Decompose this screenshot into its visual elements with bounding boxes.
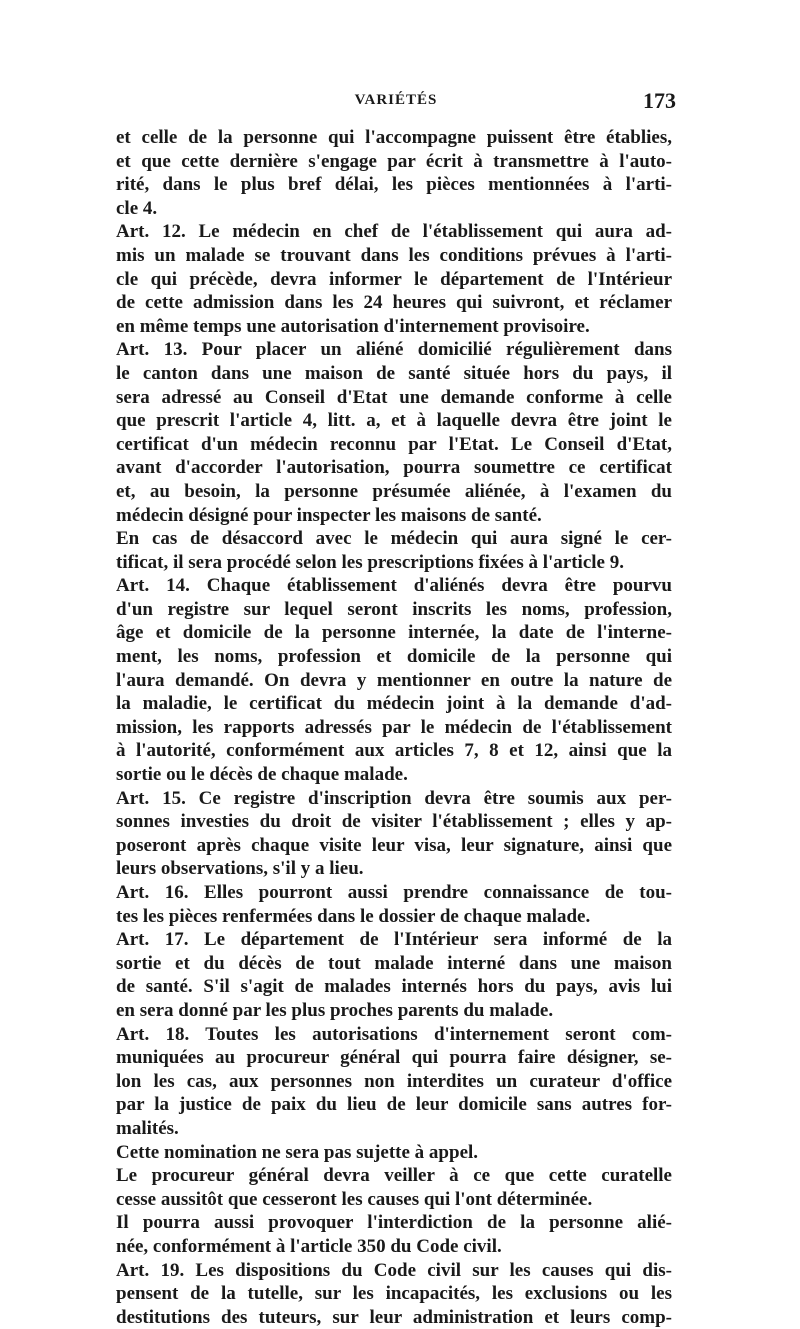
text-line: rité, dans le plus bref délai, les pièces mentionnées à l'arti- [116,174,672,196]
text-line: à l'autorité, conformément aux articles 7, 8 et 12, ainsi que la [116,740,672,762]
text-line: Le procureur général devra veiller à ce que cette curatelle [116,1165,672,1187]
text-line: Art. 14. Chaque établissement d'aliénés devra être pourvu [116,575,672,597]
text-line: sortie ou le décès de chaque malade. [116,764,408,786]
text-line: lon les cas, aux personnes non interdites un curateur d'office [116,1070,672,1092]
page-number: 173 [643,88,676,113]
text-line: leurs observations, s'il y a lieu. [116,858,364,880]
text-line: Il pourra aussi provoquer l'interdiction de la personne alié- [116,1212,672,1234]
text-line: en sera donné par les plus proches parents du malade. [116,999,554,1021]
text-line: Art. 17. Le département de l'Intérieur sera informé de la [116,929,672,951]
text-line: et, au besoin, la personne présumée aliénée, à l'examen du [116,480,672,502]
text-line: sonnes investies du droit de visiter l'établissement ; elles y ap- [116,811,672,833]
text-line: Art. 16. Elles pourront aussi prendre connaissance de tou- [116,882,672,903]
text-line: et que cette dernière s'engage par écrit à transmettre à l'auto- [116,150,672,172]
text-line: le canton dans une maison de santé située hors du pays, il [116,362,672,384]
text-line: Cette nomination ne sera pas sujette à appel. [116,1141,479,1163]
text-line: mis un malade se trouvant dans les conditions prévues à l'arti- [116,244,672,266]
text-line: et celle de la personne qui l'accompagne puissent être établies, [116,127,672,148]
text-line: cesse aussitôt que cesseront les causes qui l'ont déterminée. [116,1188,593,1210]
text-line: malités. [116,1117,179,1139]
text-line: certificat d'un médecin reconnu par l'Etat. Le Conseil d'Etat, [116,433,672,455]
text-line: mission, les rapports adressés par le médecin de l'établissement [116,716,672,738]
text-line: de santé. S'il s'agit de malades internés hors du pays, avis lui [116,976,672,998]
text-line: En cas de désaccord avec le médecin qui aura signé le cer- [116,528,672,550]
text-line: sera adressé au Conseil d'Etat une demande conforme à celle [116,386,672,408]
running-head [116,88,676,118]
running-title: VARIÉTÉS [354,92,438,108]
text-line: Art. 18. Toutes les autorisations d'internement seront com- [116,1023,672,1045]
text-line: tes les pièces renfermées dans le dossier de chaque malade. [116,905,591,927]
text-line: poseront après chaque visite leur visa, leur signature, ainsi que [116,834,672,856]
text-line: Art. 19. Les dispositions du Code civil sur les causes qui dis- [116,1259,672,1281]
body-text [116,126,672,1329]
text-line: Art. 15. Ce registre d'inscription devra être soumis aux per- [116,787,672,809]
text-line: la maladie, le certificat du médecin joint à la demande d'ad- [116,693,672,715]
text-line: d'un registre sur lequel seront inscrits les noms, profession, [116,598,672,620]
text-line: cle qui précède, devra informer le département de l'Intérieur [116,268,672,290]
text-line: muniquées au procureur général qui pourra faire désigner, se- [116,1047,672,1069]
text-line: destitutions des tuteurs, sur leur administration et leurs comp- [116,1306,672,1328]
text-line: née, conformément à l'article 350 du Code civil. [116,1235,502,1257]
text-line: médecin désigné pour inspecter les maisons de santé. [116,504,542,526]
text-line: de cette admission dans les 24 heures qui suivront, et réclamer [116,292,672,314]
text-line: que prescrit l'article 4, litt. a, et à laquelle devra être joint le [116,410,672,432]
text-line: Art. 12. Le médecin en chef de l'établissement qui aura ad- [116,221,672,243]
text-line: pensent de la tutelle, sur les incapacités, les exclusions ou les [116,1283,672,1305]
text-line: cle 4. [116,197,158,219]
text-line: sortie et du décès de tout malade interné dans une maison [116,952,672,974]
text-line: en même temps une autorisation d'internement provisoire. [116,315,590,337]
text-line: avant d'accorder l'autorisation, pourra soumettre ce certificat [116,457,672,479]
text-line: Art. 13. Pour placer un aliéné domicilié régulièrement dans [116,339,672,361]
text-line: tificat, il sera procédé selon les prescriptions fixées à l'article 9. [116,551,624,573]
text-line: l'aura demandé. On devra y mentionner en outre la nature de [116,669,672,691]
text-line: âge et domicile de la personne internée, la date de l'interne- [116,622,672,644]
text-line: par la justice de paix du lieu de leur domicile sans autres for- [116,1094,672,1116]
text-line: ment, les noms, profession et domicile de la personne qui [116,646,672,668]
